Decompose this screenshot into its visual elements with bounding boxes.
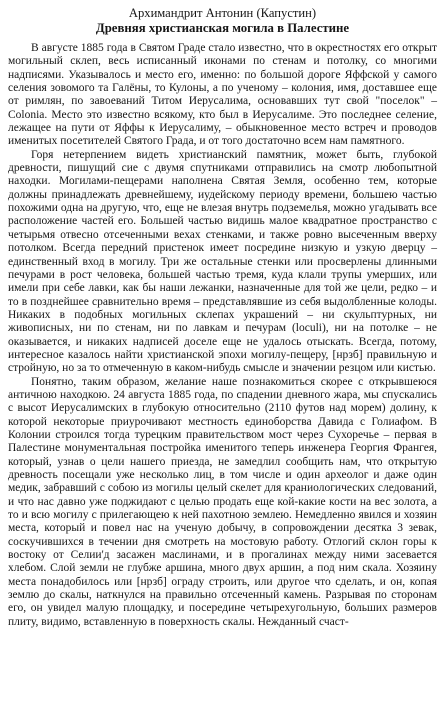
author-line: Архимандрит Антонин (Капустин) bbox=[128, 6, 317, 20]
paragraph-2: Горя нетерпением видеть христианский памятник, может быть, глубокой древности, пишущий сие с двумя спутниками отправились на смотр любопытной находки. Могилами-пещерами наполнена Святая Земля, особенно тем, которые должны принадлежать древнейшему, иудейскому периоду времени, большею частью похожими одна на другую, что, еще не влезая внутрь подземелья, можно угадывать все расположение частей его. Большей частью видишь малое квадратное пространство с четырьмя отвесно отсеченными вехах стенками, и также ровно высеченным вверху потолком. Всегда передний пристенок имеет посредине низкую и узкую дверцу – единственный вход в могилу. Три же остальные стенки или просверлены длинными печурами в рост человека, большей частью тремя, куда клали трупы умерших, или имели при себе лавки, как бы наши лежанки, назначенные для той же цели, редко – и то в позднейшее сравнительно время – представлявшие из себя выдолбленные колоды. Никаких в подобных могильных склепах украшений – ни скульптурных, ни живописных, ни по стенам, ни по лавкам и печурам (loculi), ни на потолке – не оказывается, и никаких надписей доселе еще не удалось отыскать. Всегда, потому, интересное казалось найти христианской эпохи могилу-пещеру, [нрзб] правильную и стройную, но за то отмеченную в каком-нибудь смысле и значении резцом или кистью. bbox=[8, 148, 437, 375]
paragraph-1: В августе 1885 года в Святом Граде стало известно, что в окрестностях его открыт могильный склеп, весь исписанный иконами по стенам и потолку, со многими надписями. Указывалось и место его, именно: по большой дороге Яффской у самого селения зовомого та Галёны, то Кулоны, а по ученому – колония, имя, доставшее еще от римлян, по завоеваний Титом Иерусалима, основавших тут свой "поселок" – Colonia. Место это известно всякому, кто был в Иерусалиме. Это последнее селение, лежащее на пути от Яффы к Иерусалиму, – обыкновенное место встреч и проводов именитых посетителей Святого Града, и от того достаточно всем нам памятного. bbox=[8, 42, 437, 148]
paragraph-3: Понятно, таким образом, желание наше познакомиться скорее с открывшеюся античною находкою. 24 августа 1885 года, по спадении дневного жара, мы спускались с высот Иерусалимских в глубокую относительно (2110 футов над морем) долину, к которой некоторые приурочивают местность единоборства Давида с Голиафом. В Колонии строился тогда турецким правительством мост через Сухоречье – первая в Палестине монументальная постройка именитого теперь инженера Георгия Франгея, который, узнав о цели нашего приезда, не замедлил сообщить нам, что открытую древность посещали уже несколько лиц, в том числе и один археолог и даже один медик, забравший с собою из могилы целый скелет для краниологических следований, и что нас давно уже поджидают с целью продать еще кой-какие кости на вес золота, а то и всю могилу с прилегающею к ней пахотною землею. Немедленно явился и хозяин места, который и повел нас на ученую добычу, в сопровождении десятка 3 зевак, соскучившихся в течении дня смотреть на мостовую работу. Отлогий склон горы к востоку от Селии'д засажен маслинами, и в прогалинах между ними засевается хлебом. Слой земли не глубже аршина, много двух аршин, а под ним скала. Хозяину места понадобилось или [нрзб] ограду строить, или другое что сделать, и он, копая землю до скалы, наткнулся на правильно отсеченный камень. Разрывая по сторонам его, он увидел малую площадку, и посередине четырехугольную, больших размеров плиту, видимо, вставленную в поверхность скалы. Нежданный счаст- bbox=[8, 375, 437, 628]
article-title: Древняя христианская могила в Палестине bbox=[95, 21, 350, 35]
